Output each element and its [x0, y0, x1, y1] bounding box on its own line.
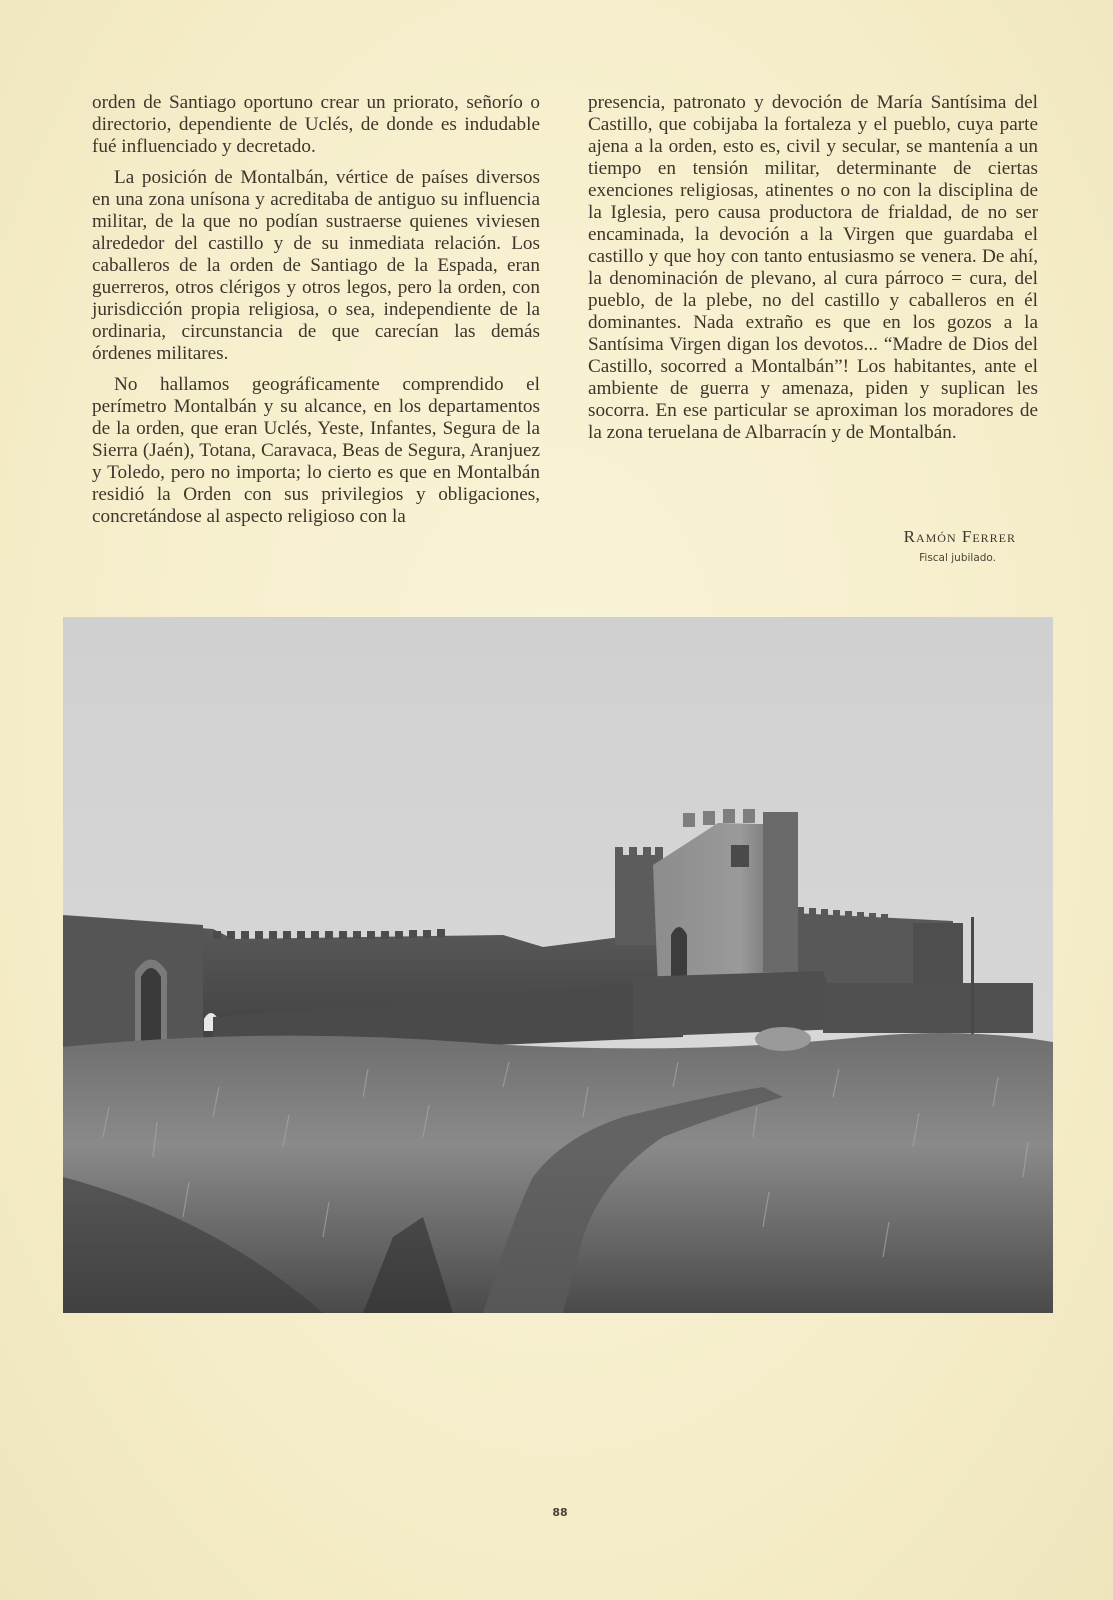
paragraph: La posición de Montalbán, vértice de países diversos en una zona unísona y acreditaba de antiguo su influencia militar, de la que no podían sustraerse quienes viviesen alrededor del castillo y de su inmediata relación. Los caballeros de la orden de Santiago de la Espada, eran guerreros, otros clérigos y otros legos, pero la orden, con jurisdicción propia religiosa, o sea, independiente de la ordinaria, circunstancia de que carecían las demás órdenes militares. [92, 167, 540, 364]
author-name: Ramón Ferrer [903, 527, 1016, 546]
signature-block [826, 527, 1016, 564]
paragraph: No hallamos geográficamente comprendido el perímetro Montalbán y su alcance, en los departamentos de la orden, que eran Uclés, Yeste, Infantes, Segura de la Sierra (Jaén), Totana, Caravaca, Beas de Segura, Aranjuez y Toledo, pero no importa; lo cierto es que en Montalbán residió la Orden con sus privilegios y obligaciones, concretándose al aspecto religioso con la [92, 374, 540, 527]
page-number: 88 [552, 1506, 568, 1519]
article-left-column [92, 92, 540, 528]
paragraph: presencia, patronato y devoción de María Santísima del Castillo, que cobijaba la fortaleza y el pueblo, cuya parte ajena a la orden, esto es, civil y secular, se mantenía a un tiempo en tensión militar, determinante de ciertas exenciones religiosas, atinentes o no con la disciplina de la Iglesia, pero causa productora de frialdad, de no ser encaminada, la devoción a la Virgen que guardaba el castillo y que hoy con tanto entusiasmo se venera. De ahí, la denominación de plevano, al cura párroco = cura, del pueblo, de la plebe, no del castillo y caballeros en él dominantes. Nada extraño es que en los gozos a la Santísima Virgen digan los devotos... “Madre de Dios del Castillo, socorred a Montalbán”! Los habitantes, ante el ambiente de guerra y amenaza, piden y suplican les socorra. En ese particular se aproximan los moradores de la zona teruelana de Albarracín y de Montalbán. [588, 92, 1038, 443]
author-title: Fiscal jubilado. [919, 552, 996, 564]
paragraph: orden de Santiago oportuno crear un priorato, señorío o directorio, dependiente de Uclés, de donde es indudable fué influenciado y decretado. [92, 92, 540, 157]
castle-photograph [63, 617, 1053, 1313]
castle-photo-illustration [63, 617, 1053, 1313]
article-right-column [588, 92, 1038, 444]
